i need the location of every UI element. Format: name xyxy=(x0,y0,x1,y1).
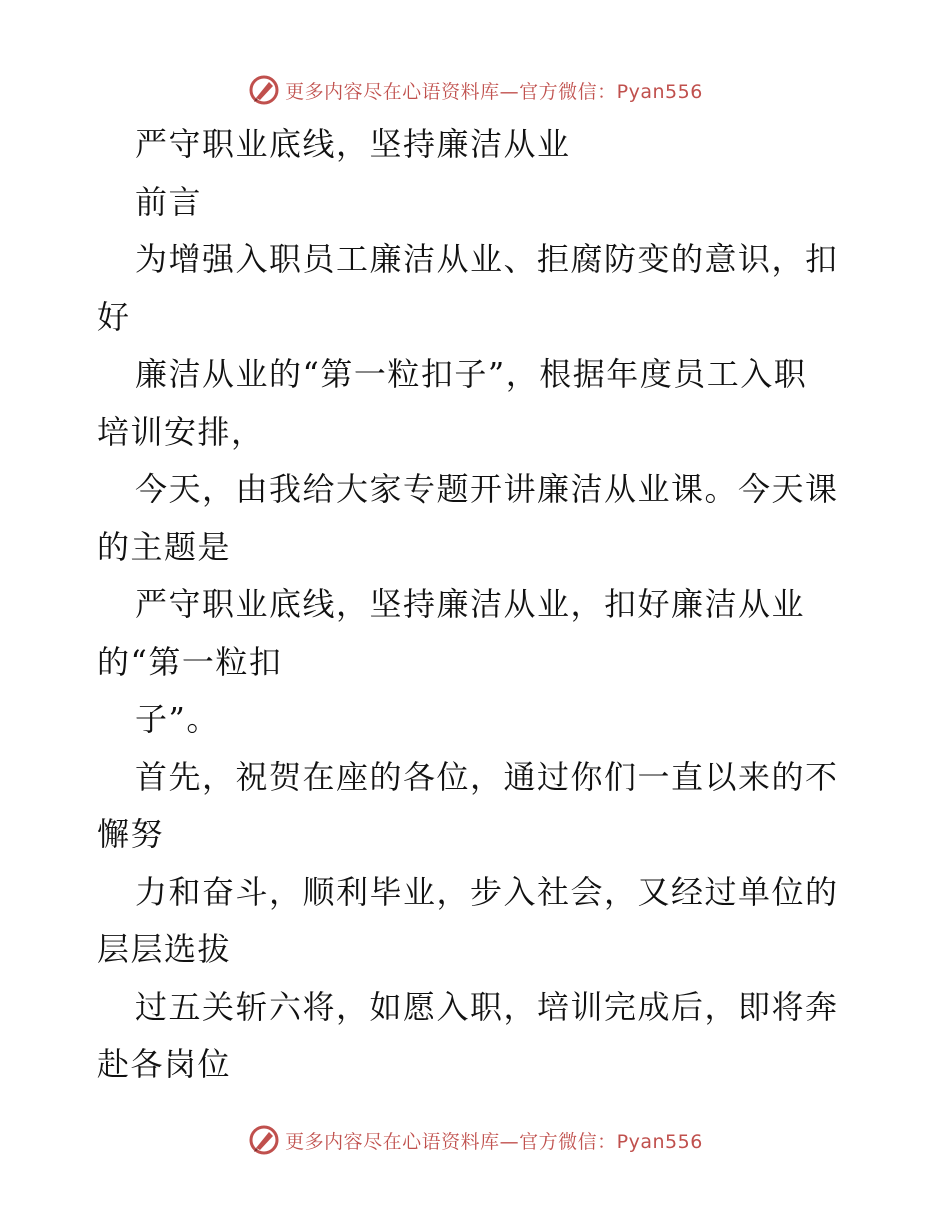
text-line: 的主题是 xyxy=(97,527,232,566)
footer-banner xyxy=(0,1120,950,1160)
text-line: 严守职业底线，坚持廉洁从业 xyxy=(135,125,571,163)
text-line: 赴各岗位 xyxy=(97,1045,232,1083)
text-line: 层层选拔 xyxy=(97,930,232,968)
text-line: 培训安排， xyxy=(97,412,265,451)
text-line: 力和奋斗，顺利毕业，步入社会，又经过单位的 xyxy=(135,872,839,911)
banner-text: 更多内容尽在心语资料库—官方微信：Pyan556 xyxy=(285,1130,703,1153)
text-line: 为增强入职员工廉洁从业、拒腐防变的意识，扣 xyxy=(135,240,839,278)
text-line: 前言 xyxy=(135,182,203,221)
text-line: 过五关斩六将，如愿入职，培训完成后，即将奔 xyxy=(135,987,839,1026)
text-line: 子”。 xyxy=(135,700,220,738)
pen-nib-logo-icon xyxy=(247,1123,281,1157)
text-line: 今天，由我给大家专题开讲廉洁从业课。今天课 xyxy=(135,470,839,508)
header-banner xyxy=(0,70,950,110)
text-line: 好 xyxy=(97,297,131,336)
text-line: 严守职业底线，坚持廉洁从业，扣好廉洁从业 xyxy=(135,585,806,623)
banner-text: 更多内容尽在心语资料库—官方微信：Pyan556 xyxy=(285,80,703,103)
document-body xyxy=(97,116,857,1094)
text-line: 懈努 xyxy=(97,815,165,853)
text-line: 的“第一粒扣 xyxy=(97,642,283,681)
text-line: 首先，祝贺在座的各位，通过你们一直以来的不 xyxy=(135,757,839,796)
pen-nib-logo-icon xyxy=(247,73,281,107)
text-line: 廉洁从业的“第一粒扣子”，根据年度员工入职 xyxy=(135,355,808,393)
